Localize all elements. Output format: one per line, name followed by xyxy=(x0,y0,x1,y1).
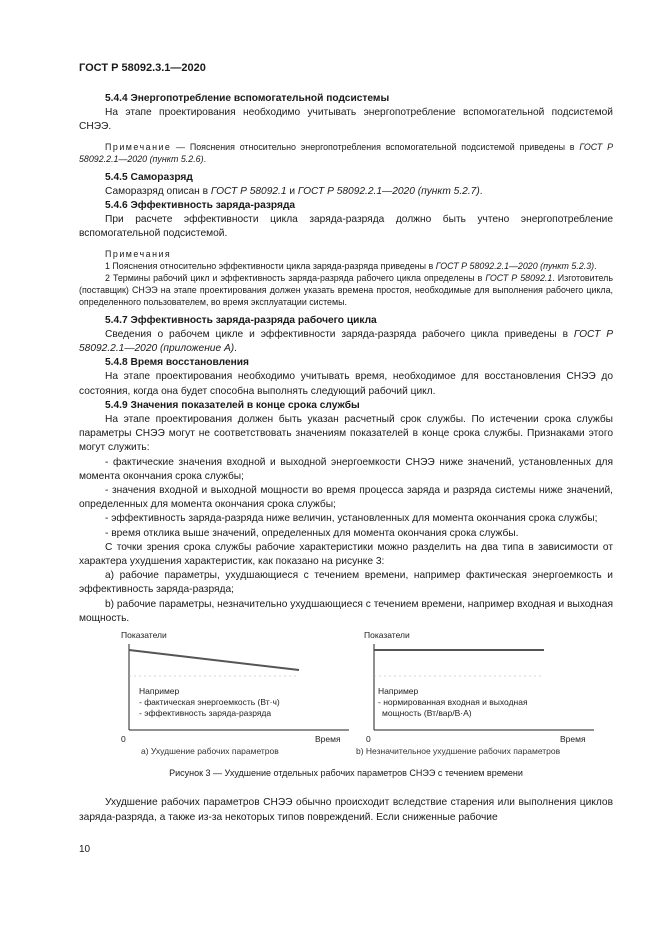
section-5-4-7-title: 5.4.7 Эффективность заряда-разряда рабочего цикла xyxy=(105,314,377,326)
note-text: — Пояснения относительно энергопотребления вспомогательной подсистемой приведены в xyxy=(171,141,580,152)
figure-3a xyxy=(119,630,369,762)
note-text: 1 Пояснения относительно эффективности цикла заряда-разряда приведены в xyxy=(105,260,436,271)
item-a: a) рабочие параметры, ухудшающиеся с течением времени, например фактическая энергоемкость и эффективность заряда-разряда; xyxy=(79,570,613,596)
example-title: Например xyxy=(378,686,419,697)
section-5-4-6-note-1 xyxy=(79,260,613,272)
tail-paragraph: Ухудшение рабочих параметров СНЭЭ обычно происходит вследствие старения или выполнения циклов заряда-разряда, а также из-за некоторых типов повреждений. Если сниженные рабочие xyxy=(79,797,613,823)
section-5-4-9-p1: На этапе проектирования должен быть указан расчетный срок службы. По истечении срока службы параметры СНЭЭ могут не соответствовать значениям показателей в конце срока службы. Признаками этого могут служить: xyxy=(79,414,613,454)
section-5-4-6-notes-label xyxy=(79,248,613,260)
x-axis-label: Время xyxy=(560,734,586,745)
section-5-4-6-text: При расчете эффективности цикла заряда-разряда должно быть учтено энергопотребление вспомогательной подсистемой. xyxy=(79,214,613,240)
page-number: 10 xyxy=(79,844,91,855)
y-axis-label: Показатели xyxy=(121,630,167,641)
note-reference: ГОСТ Р 58092.1 xyxy=(485,272,553,283)
section-5-4-9-title: 5.4.9 Значения показателей в конце срока службы xyxy=(105,399,360,411)
text-part: . xyxy=(234,343,237,355)
x-axis-label: Время xyxy=(315,734,341,745)
note-reference: ГОСТ Р 58092.2.1—2020 (пункт 5.2.3) xyxy=(435,260,595,271)
section-5-4-7-text xyxy=(79,328,613,356)
figure-3b-caption: b) Незначительное ухудшение рабочих параметров xyxy=(356,746,561,757)
text-part: . xyxy=(479,185,483,197)
note-end: . xyxy=(203,153,207,164)
y-axis-label: Показатели xyxy=(364,630,410,641)
bullet-3: - эффективность заряда-разряда ниже величин, установленных для момента окончания срока службы; xyxy=(105,513,598,525)
text-part: Сведения о рабочем цикле и эффективности заряда-разряда рабочего цикла приведены в xyxy=(105,328,574,340)
note-text: 2 Термины рабочий цикл и эффективность заряда-разряда рабочего цикла определены в xyxy=(105,272,486,283)
note-reference: ГОСТ Р 58092.2.1—2020 (пункт 5.2.6) xyxy=(79,141,613,164)
figure-3b xyxy=(356,630,614,762)
example-1: - фактическая энергоемкость (Вт·ч) xyxy=(139,697,280,708)
section-5-4-8-title: 5.4.8 Время восстановления xyxy=(105,357,249,369)
document-header: ГОСТ Р 58092.3.1—2020 xyxy=(79,62,206,74)
example-2: мощность (Вт/вар/В·А) xyxy=(382,708,472,719)
reference: ГОСТ Р 58092.2.1—2020 (пункт 5.2.7) xyxy=(297,185,480,197)
figure-3-caption: Рисунок 3 — Ухудшение отдельных рабочих параметров СНЭЭ с течением времени xyxy=(169,768,523,779)
notes-label: Примечания xyxy=(105,248,172,259)
text-part: Саморазряд описан в xyxy=(105,185,211,197)
section-5-4-8-text: На этапе проектирования необходимо учитывать время, необходимое для восстановления СНЭЭ до состояния, когда она будет способна выполнять следующий рабочий цикл. xyxy=(79,371,613,397)
reference: ГОСТ Р 58092.1 xyxy=(210,185,287,197)
bullet-2: - значения входной и выходной мощности во время процесса заряда и разряда системы ниже значений, определенных для момента окончания срока службы; xyxy=(79,485,613,511)
section-5-4-4-note xyxy=(79,141,613,165)
reference: ГОСТ Р 58092.2.1—2020 (приложение А) xyxy=(79,328,613,355)
section-5-4-5-title: 5.4.5 Саморазряд xyxy=(105,171,193,183)
bullet-4: - время отклика выше значений, определенных для момента окончания срока службы. xyxy=(105,527,519,539)
section-5-4-5-text xyxy=(79,185,613,199)
item-b: b) рабочие параметры, незначительно ухудшающиеся с течением времени, например входная и выходная мощность. xyxy=(79,598,613,624)
example-1: - нормированная входная и выходная xyxy=(378,697,528,708)
section-5-4-6-note-2 xyxy=(79,272,613,308)
note-text: . xyxy=(594,260,597,271)
section-5-4-4-text: На этапе проектирования необходимо учитывать энергопотребление вспомогательной подсистемой СНЭЭ. xyxy=(79,107,613,133)
example-2: - эффективность заряда-разряда xyxy=(139,708,272,719)
figure-3a-caption: а) Ухудшение рабочих параметров xyxy=(141,746,279,757)
section-5-4-4-title: 5.4.4 Энергопотребление вспомогательной подсистемы xyxy=(105,93,390,104)
section-5-4-9-p2: С точки зрения срока службы рабочие характеристики можно разделить на два типа в зависимости от характера ухудшения характеристик, как показано на рисунке 3: xyxy=(79,541,613,568)
text-part: и xyxy=(286,185,298,197)
note-text: . Изготовитель (поставщик) СНЭЭ на этапе проектирования должен указать времена простоя, необходимые для выполнения рабочего цикла, определенного пользователем, во время эксплуатации системы. xyxy=(79,272,613,307)
bullet-1: - фактические значения входной и выходной энергоемкости СНЭЭ ниже значений, установленных для момента окончания срока службы; xyxy=(79,456,613,482)
degradation-line xyxy=(129,650,299,670)
page-content xyxy=(79,92,613,825)
origin-label: 0 xyxy=(366,734,371,745)
figure-3 xyxy=(79,630,613,762)
note-label: Примечание xyxy=(105,141,172,152)
origin-label: 0 xyxy=(121,734,126,745)
section-5-4-6-title: 5.4.6 Эффективность заряда-разряда xyxy=(105,200,296,212)
example-title: Например xyxy=(139,686,180,697)
